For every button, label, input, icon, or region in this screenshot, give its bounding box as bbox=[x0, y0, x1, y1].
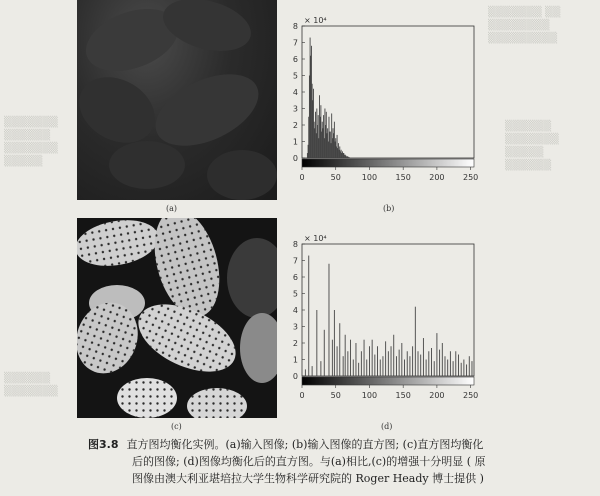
x-tick-label: 150 bbox=[395, 173, 411, 182]
y-tick-label: 1 bbox=[292, 137, 298, 147]
y-tick-label: 8 bbox=[292, 240, 298, 249]
bleed-through-text-left: ▒▒▒▒▒▒▒ ▒▒▒▒▒▒ ▒▒▒▒▒▒▒ ▒▒▒▒▒ bbox=[4, 117, 58, 167]
histogram-input bbox=[284, 12, 484, 200]
equalized-image-photo bbox=[77, 218, 277, 418]
x-tick-label: 100 bbox=[361, 391, 378, 400]
y-tick-label: 2 bbox=[292, 121, 298, 130]
x-tick-label: 100 bbox=[361, 173, 378, 182]
x-tick-label: 150 bbox=[395, 391, 411, 400]
bleed-through-text-top: ▒▒▒▒▒▒▒ ▒▒ ▒▒▒▒▒▒▒▒ ▒▒▒▒▒▒▒▒▒ bbox=[488, 7, 561, 44]
grayscale-ramp bbox=[302, 377, 474, 385]
y-tick-label: 4 bbox=[292, 306, 298, 315]
panel-label-c: (c) bbox=[171, 422, 182, 431]
x-tick-label: 0 bbox=[299, 173, 305, 182]
y-tick-label: 4 bbox=[292, 88, 298, 97]
bleed-through-text-bottom: ▒▒▒▒▒▒ ▒▒▒▒▒▒▒ bbox=[4, 373, 58, 397]
figure-label: 图3.8 bbox=[88, 438, 119, 451]
histogram-equalized bbox=[284, 230, 484, 418]
y-tick-label: 5 bbox=[292, 289, 298, 299]
caption-line-2 bbox=[88, 453, 568, 470]
x-tick-label: 200 bbox=[429, 173, 445, 182]
bleed-through-text-right: ▒▒▒▒▒▒ ▒▒▒▒▒▒▒ ▒▒▒▒▒ ▒▒▒▒▒▒ bbox=[505, 121, 559, 171]
caption-line-1 bbox=[88, 436, 568, 453]
grayscale-ramp bbox=[302, 159, 474, 167]
histogram-equalized-svg bbox=[284, 230, 484, 418]
caption-text-1: 直方图均衡化实例。(a)输入图像; (b)输入图像的直方图; (c)直方图均衡化 bbox=[126, 438, 484, 451]
x-tick-label: 250 bbox=[462, 391, 479, 400]
caption-text-2: 后的图像; (d)图像均衡化后的直方图。与(a)相比,(c)的增强十分明显 ( 原 bbox=[132, 455, 486, 468]
y-tick-label: 1 bbox=[292, 355, 298, 365]
figure-caption bbox=[88, 436, 568, 487]
y-tick-label: 2 bbox=[292, 339, 298, 348]
y-tick-label: 6 bbox=[292, 55, 298, 64]
y-tick-label: 3 bbox=[292, 104, 298, 114]
y-tick-label: 0 bbox=[292, 372, 298, 381]
x-tick-label: 250 bbox=[462, 173, 479, 182]
y-tick-label: 5 bbox=[292, 71, 298, 81]
y-tick-label: 3 bbox=[292, 322, 298, 332]
panel-label-b: (b) bbox=[383, 204, 395, 213]
histogram-input-svg bbox=[284, 12, 484, 200]
panel-label-a: (a) bbox=[166, 204, 178, 213]
y-tick-label: 8 bbox=[292, 22, 298, 31]
y-tick-label: 6 bbox=[292, 273, 298, 282]
x-tick-label: 0 bbox=[299, 391, 305, 400]
input-image-photo bbox=[77, 0, 277, 200]
x-tick-label: 200 bbox=[429, 391, 445, 400]
caption-text-3: 图像由澳大利亚堪培拉大学生物科学研究院的 Roger Heady 博士提供 ) bbox=[132, 472, 484, 485]
y-tick-label: 0 bbox=[292, 154, 298, 163]
y-multiplier-label: × 10⁴ bbox=[304, 16, 327, 25]
y-multiplier-label: × 10⁴ bbox=[304, 234, 327, 243]
x-tick-label: 50 bbox=[330, 173, 341, 182]
panel-label-d: (d) bbox=[381, 422, 393, 431]
x-tick-label: 50 bbox=[330, 391, 341, 400]
y-tick-label: 7 bbox=[292, 256, 298, 266]
y-tick-label: 7 bbox=[292, 38, 298, 48]
caption-line-3 bbox=[88, 470, 568, 487]
